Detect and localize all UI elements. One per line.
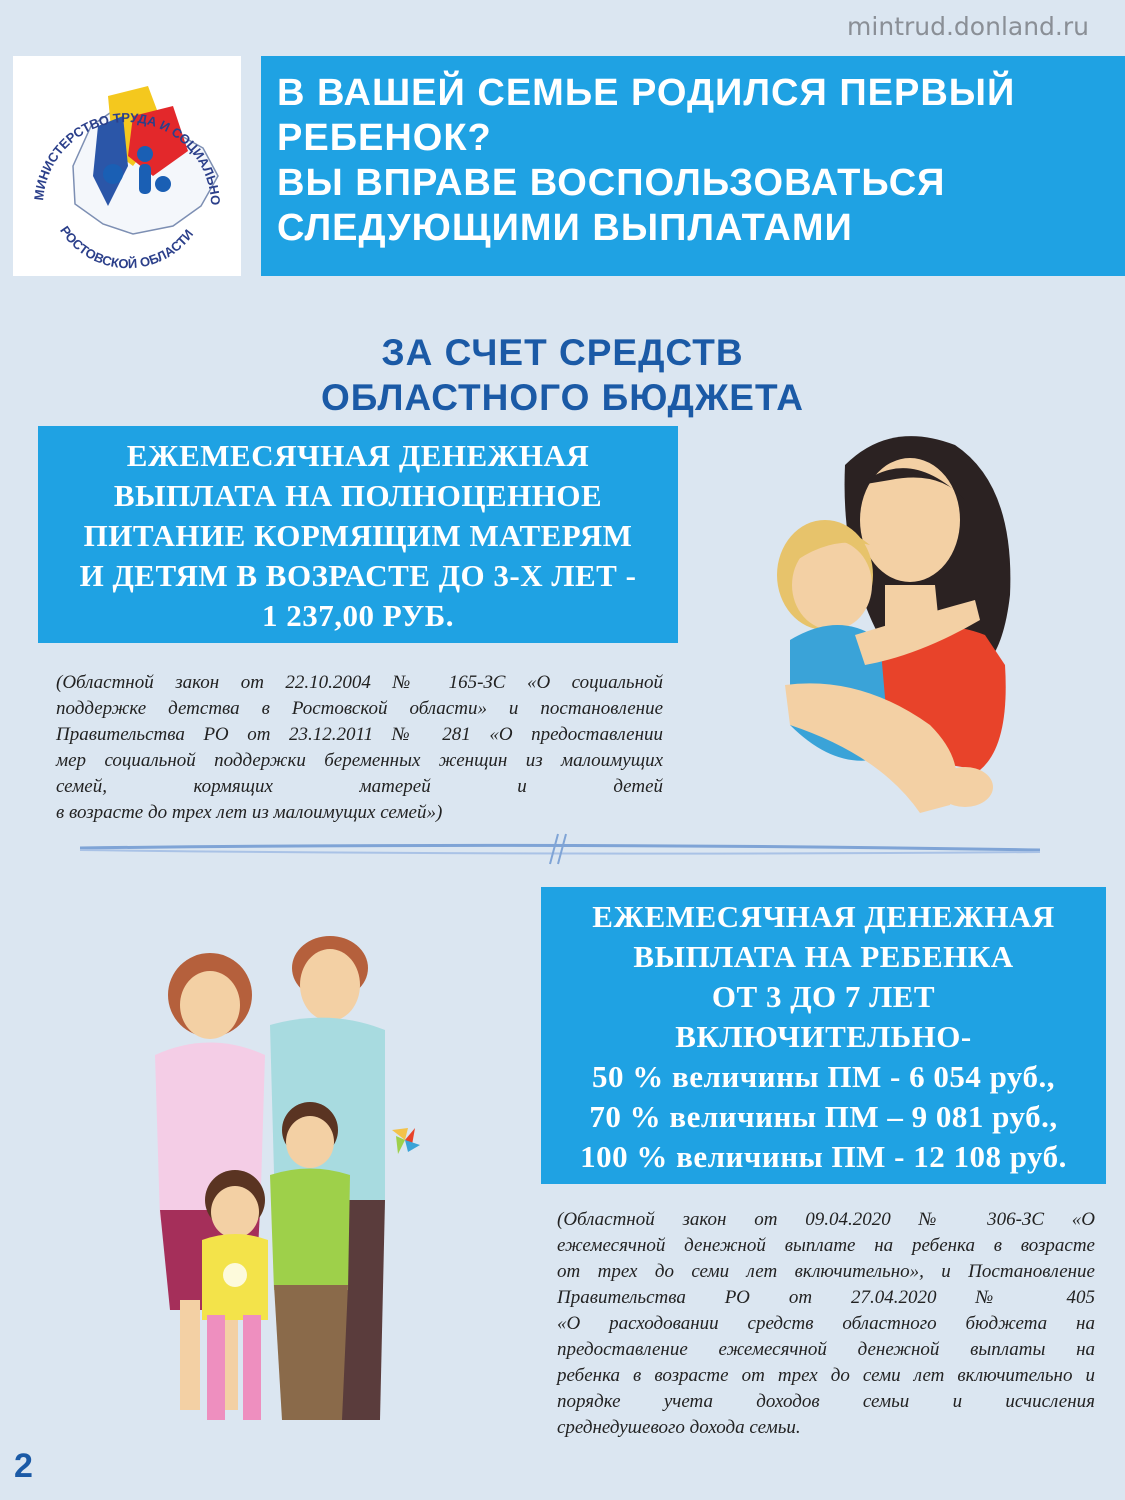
law-line: предоставление ежемесячной денежной выплаты на <box>557 1339 1095 1360</box>
law-line: (Областной закон от 09.04.2020 № 306-ЗС «О <box>557 1209 1095 1230</box>
payment-line: ЕЖЕМЕСЯЧНАЯ ДЕНЕЖНАЯ <box>126 438 590 473</box>
law-reference-2 <box>557 1207 1095 1441</box>
page-number: 2 <box>14 1447 33 1485</box>
payment-line: ВКЛЮЧИТЕЛЬНО- <box>675 1019 972 1054</box>
section-title <box>0 330 1125 420</box>
law-line: ребенка в возрасте от трех до семи лет включительно и <box>557 1365 1095 1386</box>
law-line: «О расходовании средств областного бюджета на <box>557 1313 1095 1334</box>
header-line: СЛЕДУЮЩИМИ ВЫПЛАТАМИ <box>277 207 853 249</box>
law-line: семей, кормящих матерей и детей <box>56 776 663 797</box>
header-line: ВЫ ВПРАВЕ ВОСПОЛЬЗОВАТЬСЯ <box>277 162 946 204</box>
payment-line: ОТ 3 ДО 7 ЛЕТ <box>711 979 936 1014</box>
payment-amount: 1 237,00 РУБ. <box>262 598 454 633</box>
law-line: Правительства РО от 27.04.2020 № 405 <box>557 1287 1095 1308</box>
law-line: мер социальной поддержки беременных женщин из малоимущих <box>56 750 663 771</box>
payment-box-child-3-7 <box>541 887 1106 1184</box>
section-divider <box>80 830 1040 870</box>
law-line: поддержке детства в Ростовской области» и постановление <box>56 698 663 719</box>
site-url: mintrud.donland.ru <box>847 12 1089 41</box>
payment-line: И ДЕТЯМ В ВОЗРАСТЕ ДО 3-Х ЛЕТ - <box>79 558 637 593</box>
payment-line: ВЫПЛАТА НА ПОЛНОЦЕННОЕ <box>113 478 603 513</box>
logo-bottom-text: РОСТОВСКОЙ ОБЛАСТИ <box>57 223 197 272</box>
mother-child-illustration <box>770 425 1020 820</box>
law-line: Правительства РО от 23.12.2011 № 281 «О предоставлении <box>56 724 663 745</box>
section-title-line: ОБЛАСТНОГО БЮДЖЕТА <box>321 377 804 418</box>
law-line: от трех до семи лет включительно», и Постановление <box>557 1261 1095 1282</box>
law-line: (Областной закон от 22.10.2004 № 165-ЗС «О социальной <box>56 672 663 693</box>
payment-amount: 100 % величины ПМ - 12 108 руб. <box>580 1139 1067 1174</box>
law-line: среднедушевого дохода семьи. <box>557 1417 801 1438</box>
law-reference-1 <box>56 670 663 826</box>
header-line: РЕБЕНОК? <box>277 117 492 159</box>
header-banner <box>261 56 1125 276</box>
payment-line: ЕЖЕМЕСЯЧНАЯ ДЕНЕЖНАЯ <box>592 899 1055 934</box>
law-line: в возрасте до трех лет из малоимущих семей») <box>56 802 443 823</box>
ministry-logo <box>13 56 241 276</box>
header-line: В ВАШЕЙ СЕМЬЕ РОДИЛСЯ ПЕРВЫЙ <box>277 72 1016 114</box>
payment-line: ПИТАНИЕ КОРМЯЩИМ МАТЕРЯМ <box>83 518 633 553</box>
section-title-line: ЗА СЧЕТ СРЕДСТВ <box>381 332 744 373</box>
law-line: порядке учета доходов семьи и исчисления <box>557 1391 1095 1412</box>
payment-amount: 70 % величины ПМ – 9 081 руб., <box>589 1099 1058 1134</box>
payment-amount: 50 % величины ПМ - 6 054 руб., <box>591 1059 1056 1094</box>
logo-arc-text: МИНИСТЕРСТВО ТРУДА И СОЦИАЛЬНО <box>31 109 224 206</box>
family-illustration <box>150 930 420 1435</box>
payment-box-nursing <box>38 426 678 643</box>
law-line: ежемесячной денежной выплате на ребенка в возрасте <box>557 1235 1095 1256</box>
payment-line: ВЫПЛАТА НА РЕБЕНКА <box>633 939 1014 974</box>
